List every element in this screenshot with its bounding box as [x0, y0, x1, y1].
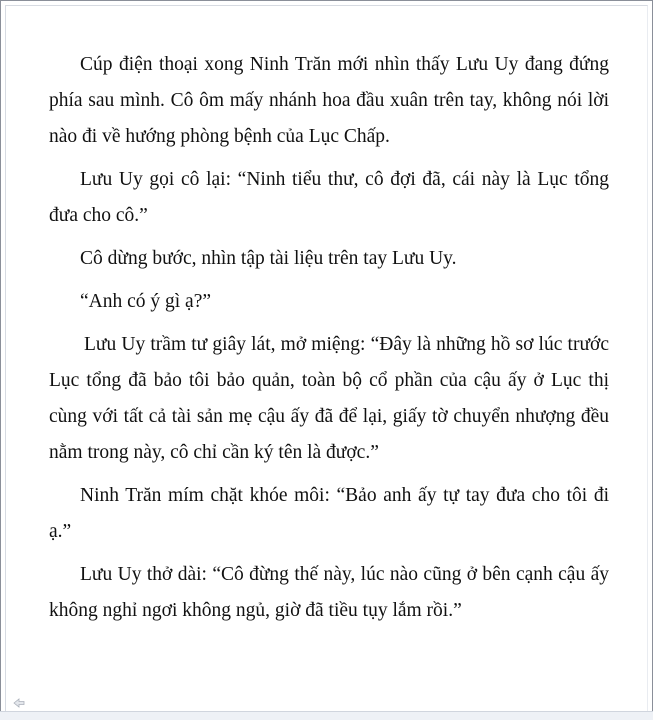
left-arrow-icon[interactable]	[13, 695, 25, 705]
paragraph-4: “Anh có ý gì ạ?”	[80, 291, 212, 312]
paragraph-1: Cúp điện thoại xong Ninh Trăn mới nhìn thấy Lưu Uy đang đứng phía sau mình. Cô ôm mấy nhánh hoa đầu xuân trên tay, không nói lời nào đi về hướng phòng bệnh của Lục Chấp.	[49, 54, 609, 147]
paragraph-5: Lưu Uy trầm tư giây lát, mở miệng: “Đây là những hồ sơ lúc trước Lục tổng đã bảo tôi bảo quản, toàn bộ cổ phần của cậu ấy ở Lục thị cùng với tất cả tài sản mẹ cậu ấy đã để lại, giấy tờ chuyển nhượng đều nằm trong này, cô chỉ cần ký tên là được.”	[49, 334, 609, 463]
paragraph-2: Lưu Uy gọi cô lại: “Ninh tiểu thư, cô đợi đã, cái này là Lục tổng đưa cho cô.”	[49, 169, 609, 226]
document-body	[49, 47, 609, 636]
status-strip	[0, 711, 653, 720]
paragraph-7: Lưu Uy thở dài: “Cô đừng thế này, lúc nào cũng ở bên cạnh cậu ấy không nghỉ ngơi không ngủ, giờ đã tiều tụy lắm rồi.”	[49, 564, 609, 621]
paragraph-3: Cô dừng bước, nhìn tập tài liệu trên tay Lưu Uy.	[80, 248, 457, 269]
paragraph-6: Ninh Trăn mím chặt khóe môi: “Bảo anh ấy tự tay đưa cho tôi đi ạ.”	[49, 485, 609, 542]
